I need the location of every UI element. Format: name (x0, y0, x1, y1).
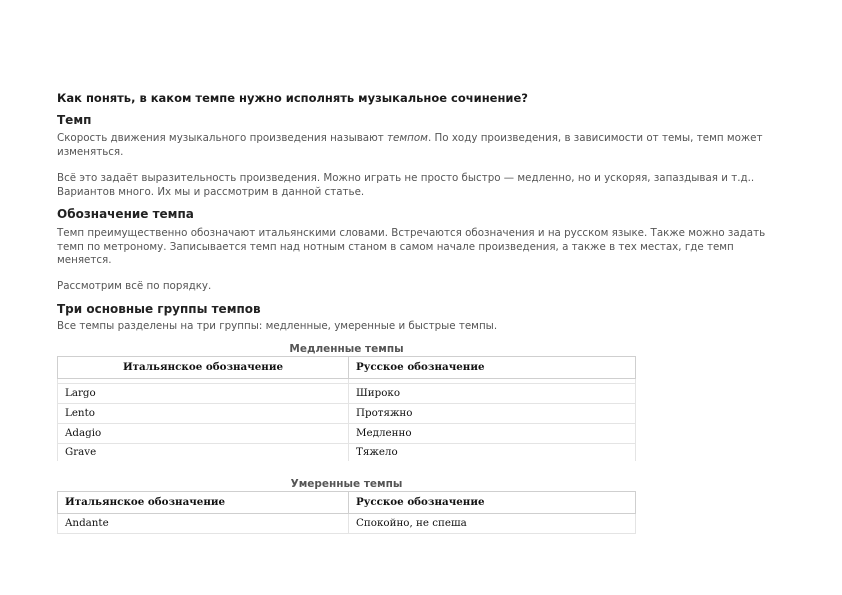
slow-tempos-table (57, 356, 636, 461)
table-cell-russian: Медленно (349, 423, 636, 443)
table-cell-italian: Andante (58, 513, 349, 533)
table-row (58, 513, 636, 533)
table-row (58, 383, 636, 403)
article (57, 91, 777, 534)
table-cell-russian: Тяжело (349, 443, 636, 461)
table-header-italian: Итальянское обозначение (58, 491, 349, 513)
paragraph-tempo-definition (57, 132, 777, 159)
table-row (58, 403, 636, 423)
paragraph-groups: Все темпы разделены на три группы: медленные, умеренные и быстрые темпы. (57, 320, 498, 332)
table-cell-russian: Широко (349, 383, 636, 403)
moderate-tempos-caption: Умеренные темпы (290, 477, 403, 490)
table-row (58, 423, 636, 443)
paragraph-in-order: Рассмотрим всё по порядку. (57, 279, 212, 292)
table-cell-russian: Спокойно, не спеша (349, 513, 636, 533)
text-span: . По ходу произведения, в зависимости от темы, темп может изменяться. (57, 132, 763, 158)
moderate-tempos-table (57, 491, 636, 534)
table-header-row (58, 491, 636, 513)
page-title: Как понять, в каком темпе нужно исполнять музыкальное сочинение? (57, 91, 528, 105)
section-heading-tempo: Темп (57, 113, 92, 127)
text-span: Скорость движения музыкального произведения называют (57, 132, 388, 144)
section-heading-groups: Три основные группы темпов (57, 302, 261, 316)
table-header-russian: Русское обозначение (349, 356, 636, 378)
paragraph-tempo-expressiveness: Всё это задаёт выразительность произведения. Можно играть не просто быстро — медленно, но и ускоряя, запаздывая и т.д.. Вариантов много. Их мы и рассмотрим в данной статье. (57, 172, 755, 198)
table-header-russian: Русское обозначение (349, 491, 636, 513)
table-cell-italian: Lento (58, 403, 349, 423)
table-header-row (58, 356, 636, 378)
table-row (58, 443, 636, 461)
table-header-italian: Итальянское обозначение (58, 356, 349, 378)
table-cell-italian: Largo (58, 383, 349, 403)
table-cell-italian: Grave (58, 443, 349, 461)
emphasis-text: темпом (387, 132, 428, 144)
slow-tempos-caption: Медленные темпы (289, 342, 404, 355)
table-cell-italian: Adagio (58, 423, 349, 443)
section-heading-notation: Обозначение темпа (57, 207, 194, 221)
paragraph-notation: Темп преимущественно обозначают итальянскими словами. Встречаются обозначения и на русском языке. Также можно задать темп по метроному. Записывается темп над нотным станом в самом начале произведения, а также в тех местах, где темп меняется. (57, 227, 766, 266)
table-cell-russian: Протяжно (349, 403, 636, 423)
